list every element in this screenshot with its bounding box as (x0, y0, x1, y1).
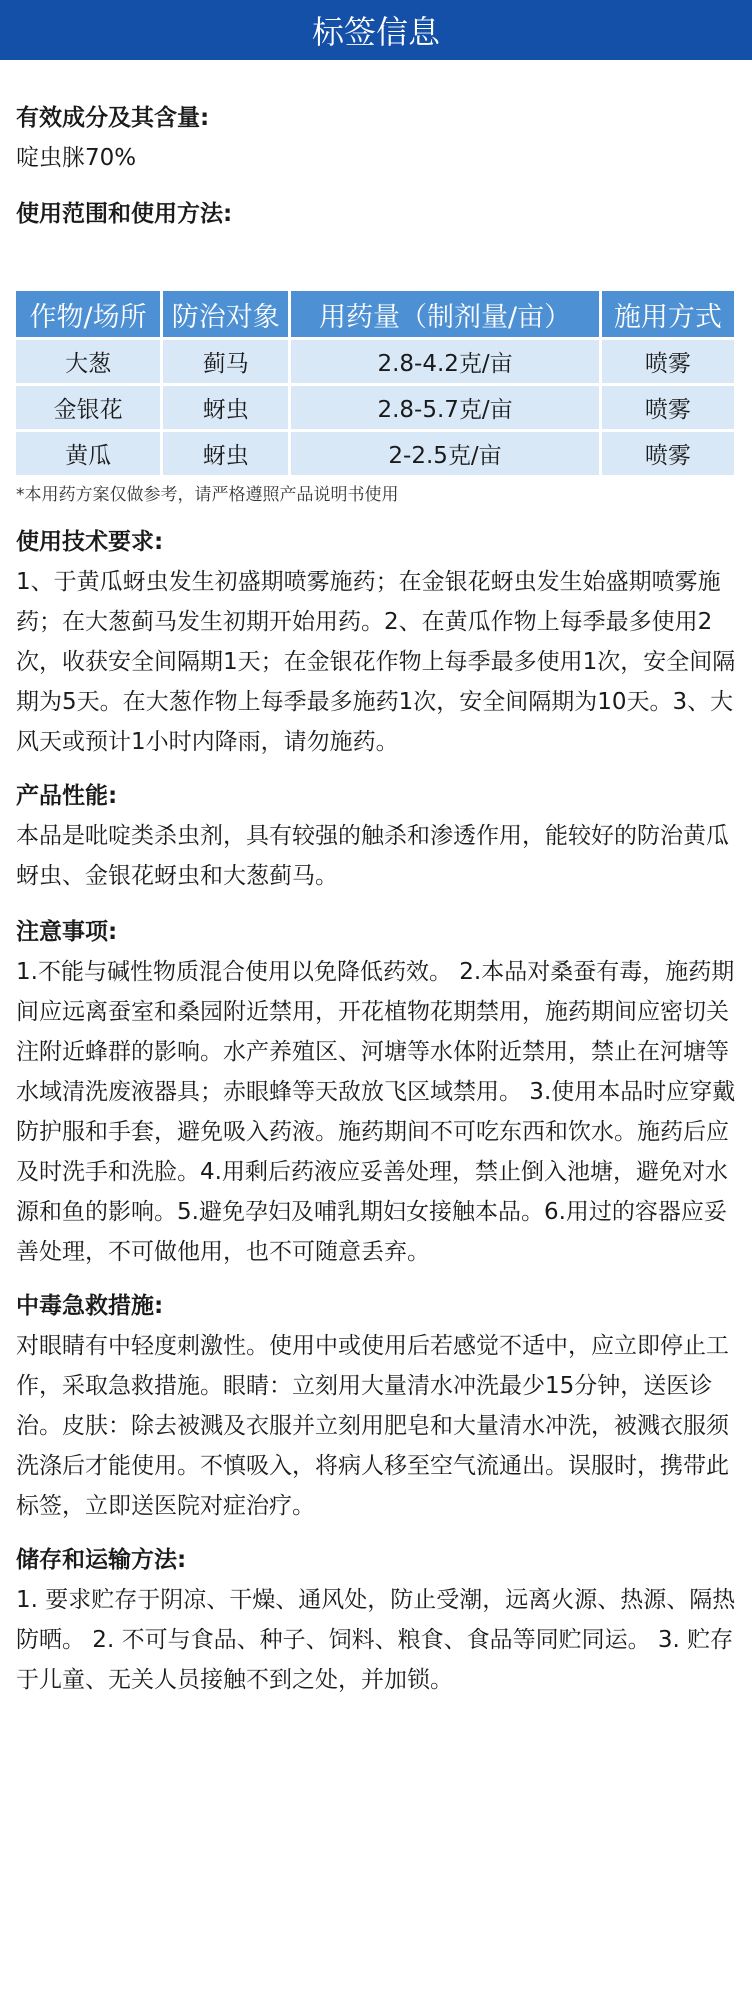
table-header-cell: 用药量（制剂量/亩） (291, 291, 599, 337)
table-cell: 喷雾 (602, 340, 734, 383)
table-header-cell: 施用方式 (602, 291, 734, 337)
section-body: 1.不能与碱性物质混合使用以免降低药效。 2.本品对桑蚕有毒，施药期间应远离蚕室和桑园附近禁用，开花植物花期禁用，施药期间应密切关注附近蜂群的影响。水产养殖区、河塘等水体附近禁用，禁止在河塘等水域清洗废液器具；赤眼蜂等天敌放飞区域禁用。 3.使用本品时应穿戴防护服和手套，避免吸入药液。施药期间不可吃东西和饮水。施药后应及时洗手和洗脸。4.用剩后药液应妥善处理，禁止倒入池塘，避免对水源和鱼的影响。5.避免孕妇及哺乳期妇女接触本品。6.用过的容器应妥善处理，不可做他用，也不可随意丢弃。 (16, 959, 736, 1265)
table-cell: 喷雾 (602, 432, 734, 475)
section-title: 注意事项: (16, 919, 118, 945)
table-row (16, 386, 734, 429)
section-title: 中毒急救措施: (16, 1293, 164, 1319)
table-cell: 蚜虫 (163, 432, 288, 475)
table-header-cell: 防治对象 (163, 291, 288, 337)
section-body: 对眼睛有中轻度刺激性。使用中或使用后若感觉不适中，应立即停止工作，采取急救措施。眼睛：立刻用大量清水冲洗最少15分钟，送医诊治。皮肤：除去被溅及衣服并立刻用肥皂和大量清水冲洗，被溅衣服须洗涤后才能使用。不慎吸入，将病人移至空气流通出。误服时，携带此标签，立即送医院对症治疗。 (16, 1333, 729, 1519)
label-content (0, 102, 752, 1700)
table-header-cell: 作物/场所 (16, 291, 160, 337)
section-body: 本品是吡啶类杀虫剂，具有较强的触杀和渗透作用，能较好的防治黄瓜蚜虫、金银花蚜虫和大葱蓟马。 (16, 823, 729, 889)
tech-section (16, 526, 736, 762)
table-note: *本用药方案仅做参考，请严格遵照产品说明书使用 (16, 485, 399, 505)
caution-section (16, 916, 736, 1272)
table-cell: 2.8-5.7克/亩 (291, 386, 599, 429)
table-cell: 2-2.5克/亩 (291, 432, 599, 475)
section-title: 储存和运输方法: (16, 1547, 187, 1573)
table-row (16, 432, 734, 475)
section-title: 使用范围和使用方法: (16, 201, 233, 227)
performance-section (16, 780, 736, 896)
section-title: 使用技术要求: (16, 529, 164, 555)
table-cell: 喷雾 (602, 386, 734, 429)
ingredient-section (16, 102, 736, 178)
section-title: 有效成分及其含量: (16, 105, 210, 131)
table-cell: 黄瓜 (16, 432, 160, 475)
table-cell: 2.8-4.2克/亩 (291, 340, 599, 383)
ingredient-value: 啶虫脒70% (16, 145, 137, 171)
table-header-row (16, 291, 734, 337)
table-cell: 蓟马 (163, 340, 288, 383)
storage-section (16, 1544, 736, 1700)
dose-table (13, 288, 737, 478)
dose-table-wrap (16, 288, 736, 506)
section-title: 产品性能: (16, 783, 118, 809)
table-row (16, 340, 734, 383)
usage-section (16, 198, 736, 230)
table-cell: 金银花 (16, 386, 160, 429)
first-aid-section (16, 1290, 736, 1526)
table-cell: 大葱 (16, 340, 160, 383)
section-body: 1. 要求贮存于阴凉、干燥、通风处，防止受潮，远离火源、热源、隔热防晒。 2. 不可与食品、种子、饲料、粮食、食品等同贮同运。 3. 贮存于儿童、无关人员接触不到之处，并加锁。 (16, 1587, 736, 1693)
table-cell: 蚜虫 (163, 386, 288, 429)
page-header (0, 0, 752, 60)
page-title: 标签信息 (311, 13, 440, 51)
section-body: 1、于黄瓜蚜虫发生初盛期喷雾施药；在金银花蚜虫发生始盛期喷雾施药；在大葱蓟马发生初期开始用药。2、在黄瓜作物上每季最多使用2次，收获安全间隔期1天；在金银花作物上每季最多使用1次，安全间隔期为5天。在大葱作物上每季最多施药1次，安全间隔期为10天。3、大风天或预计1小时内降雨，请勿施药。 (16, 569, 736, 755)
